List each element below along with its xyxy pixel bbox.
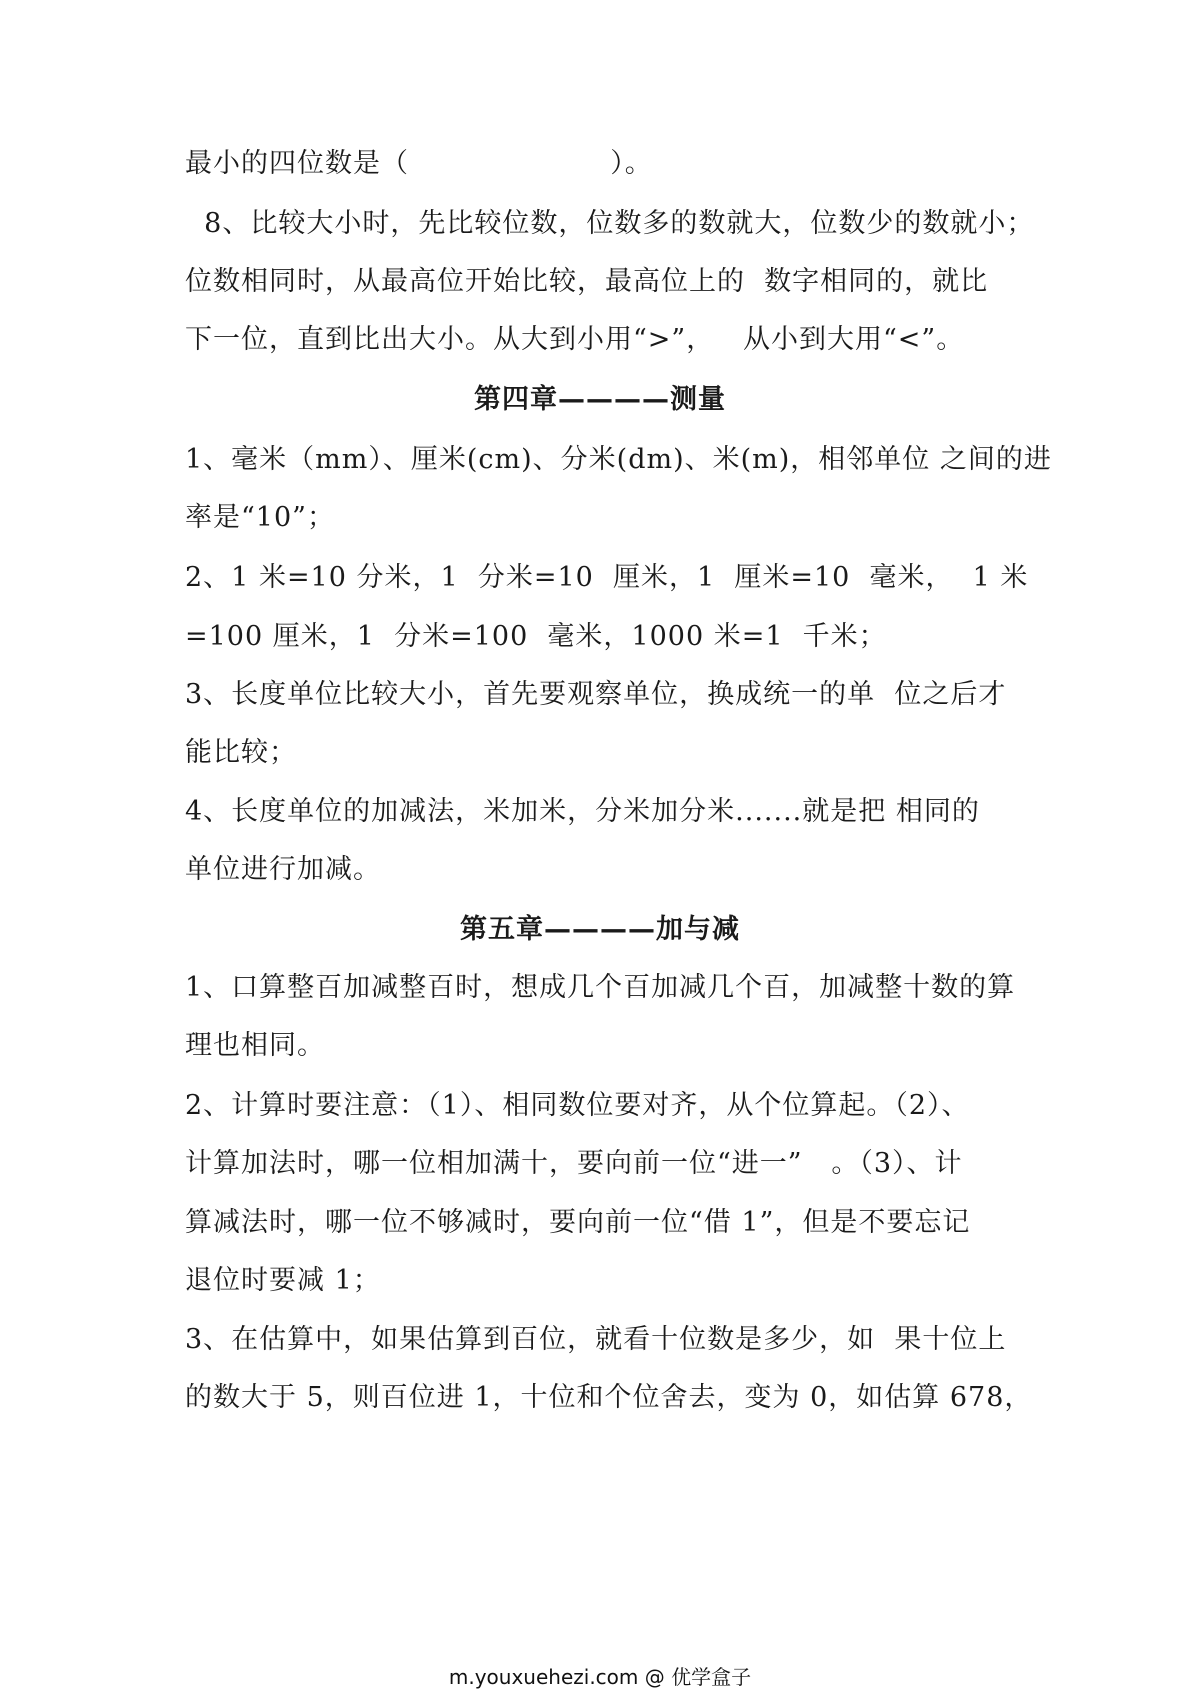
text-line: 3、在估算中，如果估算到百位，就看十位数是多少，如 果十位上 <box>185 1324 1007 1355</box>
text-line: 1、毫米（mm）、厘米(cm)、分米(dm)、米(m)，相邻单位 之间的进 <box>185 444 1052 475</box>
text-line: 计算加法时，哪一位相加满十，要向前一位“进一” 。（3）、计 <box>185 1148 963 1179</box>
text-line: 1、口算整百加减整百时，想成几个百加减几个百，加减整十数的算 <box>185 972 1016 1003</box>
chapter-4-heading: 第四章————测量 <box>474 384 726 415</box>
text-line: 3、长度单位比较大小，首先要观察单位，换成统一的单 位之后才 <box>185 679 1007 710</box>
text-line: 8、比较大小时，先比较位数，位数多的数就大，位数少的数就小； <box>185 208 1035 239</box>
text-line: 位数相同时，从最高位开始比较，最高位上的 数字相同的，就比 <box>185 266 989 297</box>
text-line: 最小的四位数是（ ）。 <box>185 148 653 179</box>
text-line: 下一位，直到比出大小。从大到小用“>”， 从小到大用“<”。 <box>185 324 965 355</box>
footer-watermark: m.youxuehezi.com @ 优学盒子 <box>448 1665 752 1689</box>
text-line: 2、计算时要注意：（1）、相同数位要对齐，从个位算起。（2）、 <box>185 1090 970 1121</box>
text-line: =100 厘米，1 分米=100 毫米，1000 米=1 千米； <box>185 621 887 652</box>
text-line: 退位时要减 1； <box>185 1265 381 1296</box>
text-line: 率是“10”； <box>185 502 335 533</box>
text-line: 理也相同。 <box>185 1030 325 1061</box>
text-line: 4、长度单位的加减法，米加米，分米加分米.......就是把 相同的 <box>185 796 980 827</box>
text-line: 算减法时，哪一位不够减时，要向前一位“借 1”，但是不要忘记 <box>185 1207 971 1238</box>
text-line: 2、1 米=10 分米，1 分米=10 厘米，1 厘米=10 毫米， 1 米 <box>185 562 1029 593</box>
text-line: 单位进行加减。 <box>185 854 381 885</box>
chapter-5-heading: 第五章————加与减 <box>460 914 740 945</box>
text-line: 能比较； <box>185 737 297 768</box>
text-line: 的数大于 5，则百位进 1，十位和个位舍去，变为 0，如估算 678， <box>185 1382 1033 1413</box>
